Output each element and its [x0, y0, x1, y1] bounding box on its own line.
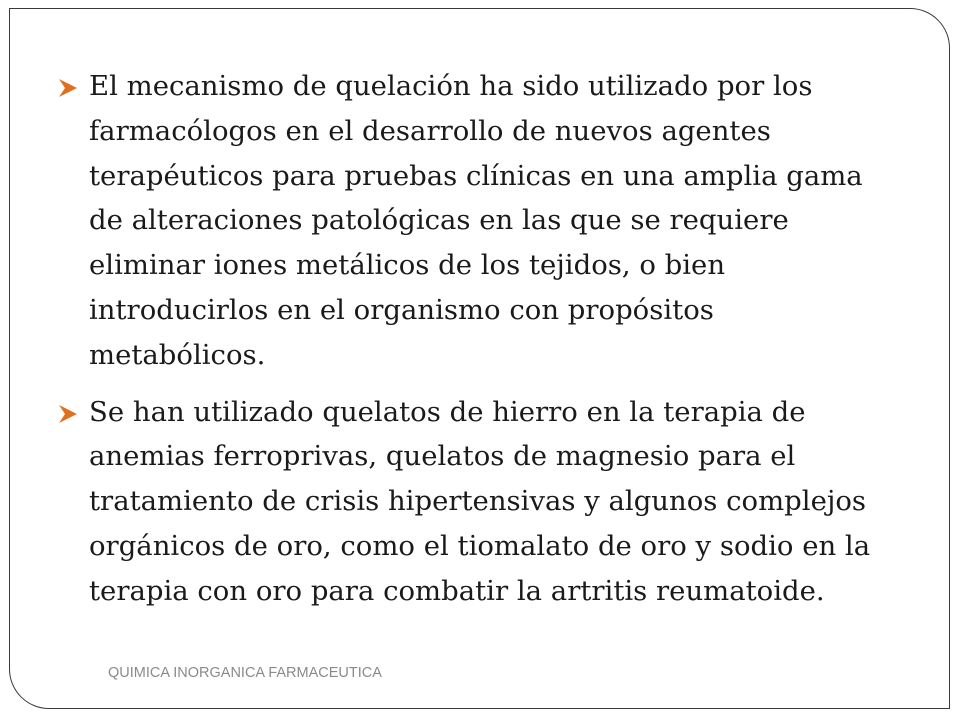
arrowhead-bullet-icon [58, 405, 78, 423]
bullet-text: El mecanismo de quelación ha sido utilizado por los farmacólogos en el desarrollo de nuevos agentes terapéuticos para pruebas clínicas en una amplia gama de alteraciones patológicas en las que se requiere eliminar iones metálicos de los tejidos, o bien introducirlos en el organismo con propósitos metabólicos. [89, 70, 863, 371]
bullet-item [58, 64, 888, 378]
arrowhead-bullet-icon [58, 79, 78, 97]
bullet-item [58, 390, 888, 614]
slide-footer: QUIMICA INORGANICA FARMACEUTICA [108, 665, 382, 681]
slide-body [58, 64, 888, 626]
bullet-text: Se han utilizado quelatos de hierro en la terapia de anemias ferroprivas, quelatos de magnesio para el tratamiento de crisis hipertensivas y algunos complejos orgánicos de oro, como el tiomalato de oro y sodio en la terapia con oro para combatir la artritis reumatoide. [89, 395, 871, 607]
